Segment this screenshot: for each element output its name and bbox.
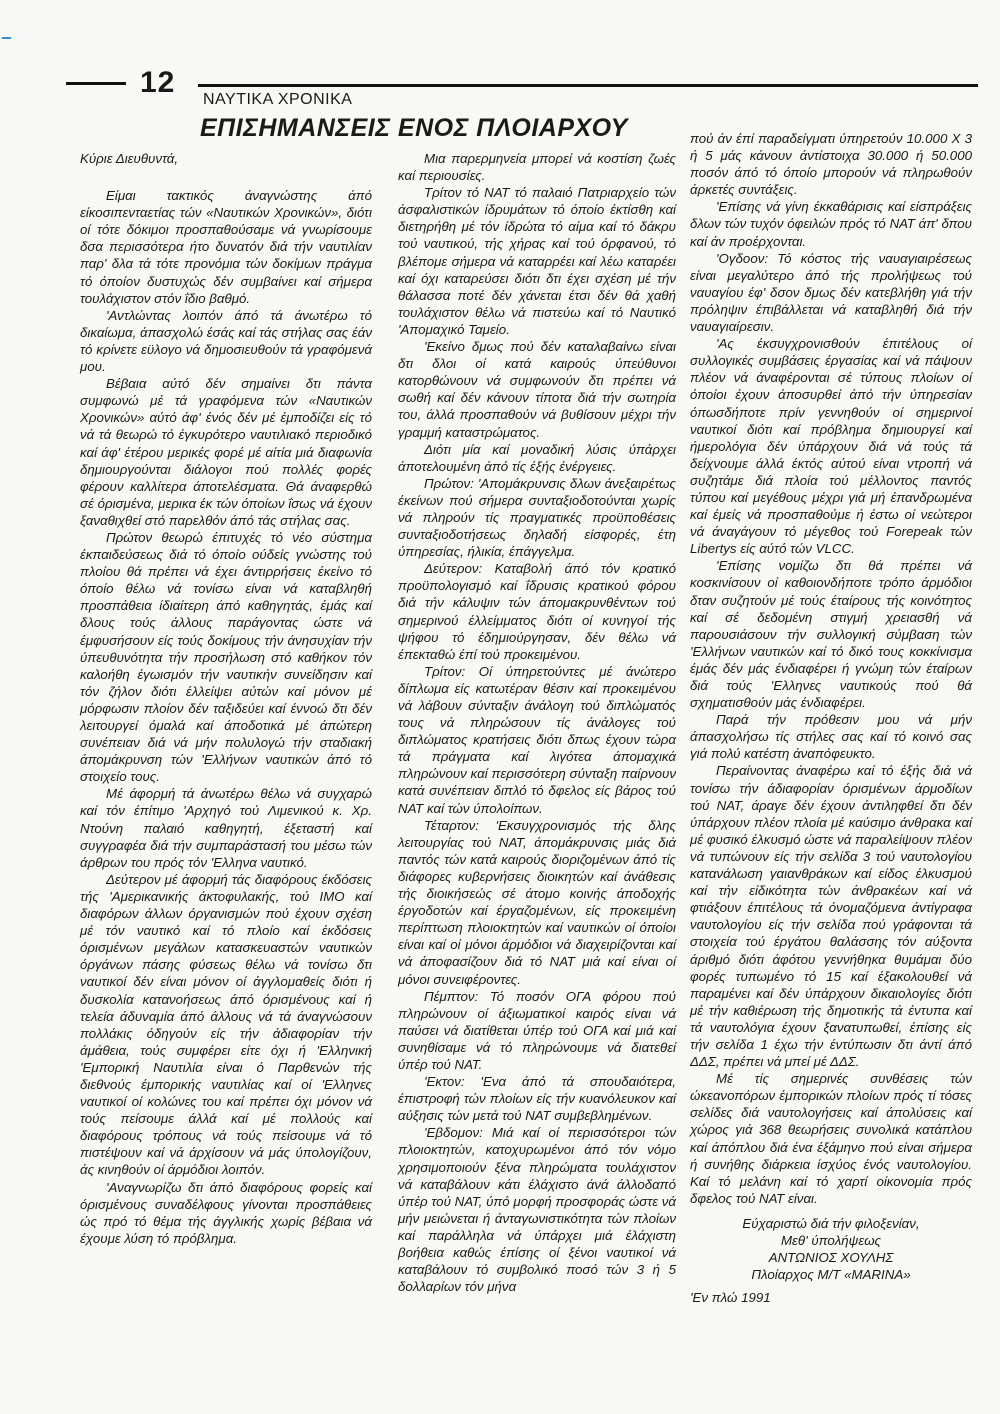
- column-3: [690, 130, 972, 1306]
- paragraph: 'Εκτον: 'Ενα άπό τά σπουδαιότερα, έπιστροφή τών πλοίων είς τήν κυανόλευκον καί αύξησις τών μετά τού ΝΑΤ συμβεβλημένων.: [398, 1074, 676, 1124]
- paragraph: 'Ογδοον: Τό κόστος τής ναυαγιαιρέσεως είναι μεγαλύτερο άπό τής προλήψεως τού ναυαγίου έφ' δσον δμως δέν κατεβλήθη γιά τήν πρόληψιν έπιβάλλεται νά καταβληθή διά τήν ναυαγιαίρεσιν.: [690, 250, 972, 335]
- header-rule: [198, 84, 978, 87]
- author-name: ΑΝΤΩΝΙΟΣ ΧΟΥΛΗΣ: [768, 1250, 894, 1266]
- paragraph: Βέβαια αύτό δέν σημαίνει δτι πάντα συμφωνώ μέ τά γραφόμενα τών «Ναυτικών Χρονικών» αύτό άφ' ένός δέν μέ έμποδίζει είς τό νά τά θεωρώ τό έγκυρότερο ναυτιλιακό περιοδικό καί άφ' έτέρου μερικές φορέ μέ αίτία μιά διαφωνία δημιουργούνται διάλογοι πού πολλές φορές φέρουν καλλίτερα άποτελέσματα. Θά άναφερθώ σέ όρισμένα, μερικα έκ τών όποίων ΐσως νά έχουν ξαναθιχθεί στό παρελθόν άπό τάς στήλας σας.: [80, 376, 372, 528]
- paragraph: Τρίτον: Οί ύπηρετούντες μέ άνώτερο δίπλωμα είς κατωτέραν θέσιν καί προκειμένου νά λάβουν σύνταξιν άνάλογη τού διπλώματός τους νά πληρώσουν τίς άνάλογες τού διπλώματος κρατήσεις διότι δπως έχουν τώρα τά πράγματα καί λιγότεα άπομαχικά πληρώνουν καί περισσότερη σύνταξη παίρνουν κατά συνέπειαν διπλό τό δφελος είς βάρος τού ΝΑΤ καί τών ύπολοίπων.: [398, 663, 676, 816]
- edge-mark: [2, 37, 11, 39]
- paragraph: Πέμπτον: Τό ποσόν ΟΓΑ φόρου πού πληρώνουν οί άξιωματικοί καιρός είναι νά παύσει νά διατίθεται ύπέρ τού ΟΓΑ καί μιά καί συνηθίσαμε νά τό πληρώνουμε νά διατεθεί ύπέρ τού ΝΑΤ.: [398, 988, 676, 1072]
- paragraph: Πρώτον: 'Απομάκρυνσις δλων άνεξαιρέτως έκείνων πού σήμερα συνταξιοδοτούνται χωρίς νά πληρούν τίς πραγματικές προϋποθέσεις συνταξιοδοτήσεως δηλαδή είσφορές, έτη ύπηρεσίας, ήλικία, έπάγγελμα.: [398, 475, 676, 560]
- salutation: Κύριε Διευθυντά,: [80, 151, 179, 166]
- paragraph: Τέταρτον: 'Εκσυγχρονισμός τής δλης λειτουργίας τού ΝΑΤ, άπομάκρυνσις μιάς διά παντός τών κατά καιρούς διοριζομένων άπό τίς διάφορες κυβερνήσεις διοικητών καί άνάθεσις τής διοικήσεώς σέ άτομο κοινής άποδοχής έργοδοτών καί έργαζομένων, είς προκειμένη περίπτωση πλοιοκτητών καί ναυτικών οί όποίοι είναι καί οί μόνοι άρμόδιοι νά διαχειρίζονται καί νά άποφασίζουν διά τό ΝΑΤ μιά καί είναι οί μόνοι συνειφέροντες.: [398, 817, 676, 987]
- paragraph: 'Επίσης νομίζω δτι θά πρέπει νά κοσκινίσουν οί καθοιονδήποτε τρόπο άρμόδιοι δταν συζητούν μέ τούς έταίρους τής κοινότητος καί σέ δεδομένη στιγμή χρειασθή νά παρουσιάσουν τήν συλλογική σύμβαση τών 'Ελλήνων ναυτικών καί τό δικό τους κοκκίνισμα έμάς δέν μάς ένδιαφέρει ή γνώμη τών έταίρων διά τούς 'Ελληνες ναυτικούς πού θά σχηματισθούν μάς ένδιαφέρει.: [690, 558, 972, 711]
- column-1: [80, 150, 372, 1247]
- paragraph: Δεύτερον: Καταβολή άπό τόν κρατικό προϋπολογισμό καί ΐδρυσις κρατικού φόρου διά τήν κάλυψιν τών άπομακρυνθέντων τού σημερινού έλλείμματος διότι οί κυνηγοί τής ψήφου τό έδημιούργησαν, δέν θέλω νά έπεκταθώ έπί τού προκειμένου.: [398, 561, 676, 662]
- signoff-thanks: Εύχαριστώ διά τήν φιλοξενίαν,: [742, 1215, 920, 1231]
- paragraph: Διότι μία καί μοναδική λύσις ύπάρχει άποτελουμένη άπό τίς έξής ένέργειες.: [398, 441, 676, 474]
- paragraph: 'Επίσης νά γίνη έκκαθάρισις καί είσπράξεις δλων τών τυχόν όφειλών πρός τό ΝΑΤ άπ' δπου καί άν προέρχονται.: [690, 199, 972, 249]
- page-number-rule: [66, 82, 126, 85]
- paragraph: πού άν έπί παραδείγματι ύπηρετούν 10.000 Χ 3 ή 5 μάς κάνουν άντίστοιχα 30.000 ή 50.000 ποσόν άπό τό όποίο μπορούν νά πληρωθούν άρκετές συντάξεις.: [690, 131, 972, 198]
- article-headline: ΕΠΙΣΗΜΑΝΣΕΙΣ ΕΝΟΣ ΠΛΟΙΑΡΧΟΥ: [200, 114, 628, 142]
- paragraph: Πρώτον θεωρώ έπιτυχές τό νέο σύστημα έκπαιδεύσεως διά τό όποίο ούδείς γνώστης τού πλοίου θά πρέπει νά έχει άντιρρήσεις έκείνο τό όποίο θέλω νά τονίσω είναι νά καταβληθή προσπάθεια ίδιαίτερη άπό καθηγητάς, έμάς καί δλους τούς άλλους παράγοντας ώστε νά έμφυσήσουν είς τούς δοκίμους τήν άνησυχίαν τήν ύπευθυνότητα τήν προσήλωση στό καθήκον τόν καλοήθη έγωισμόν τήν ναυτικήν συνείδησιν καί τόν ζήλον διότι έλλείψει αύτών καί μόνον μέ μόρφωσιν πλοίον δέν ταξιδεύει καί έννοώ δτι δέν λειτουργεί όμαλά καί άποδοτικά μέ άπώτερη συνέπειαν διά νά μήν πολυλογώ τήν σταδιακή άπομάκρυνση τών 'Ελλήνων ναυτικών άπό τό στοιχείο τους.: [80, 529, 372, 785]
- paragraph: Μια παρερμηνεία μπορεί νά κοστίση ζωές καί περιουσίες.: [398, 151, 676, 184]
- paragraph: 'Αναγνωρίζω δτι άπό διαφόρους φορείς καί όρισμένους συναδέλφους γίνονται προσπάθειες ώς πρό τό θέμα τής άγγλικής χωρίς βέβαια νά έχουμε λύση τό πρόβλημα.: [80, 1179, 372, 1246]
- paragraph: Περαίνοντας άναφέρω καί τό έξής διά νά τονίσω τήν άδιαφορίαν όρισμένων άρμοδίων τού ΝΑΤ, άραγε δέν έχουν άντιληφθεί δτι δέν ύπάρχουν πλέον πλοία μέ καύσιμο άνθρακα καί μέ φυσικό έλκυσμό ώστε νά παραλείψουν πλέον νά τυπώνουν είς τήν σελίδα 3 τού ναυτολογίου κατανάλωση γαιανθράκων καί είδος έλκυσμού καί τήν είδικότητα τών άνθρακέων καί νά φτιάξουν έπιτέλους τά όνομαζόμενα άντίγραφα ναυτολογίου είς τήν σελίδα πού γράφονται τά στοιχεία τού έργάτου θαλάσσης τόν αύξοντα άριθμό διότι άφότου γεννήθηκα θυμάμαι δύο φορές τυπωμένο τό 15 καί έξακολουθεί νά παραμένει καί δέν ύπάρχουν δικαιολογίες διότι μέ τήν καθιέρωση τής δημοτικής τά έντυπα καί τά ναυτολόγια έχουν ξανατυπωθεί, έπίσης είς τήν σελίδα 1 έχω τήν έντύπωσιν δτι άντί άπό ΔΔΣ, πρέπει νά μπεί μέ ΔΔΣ.: [690, 763, 972, 1070]
- paragraph: 'Εβδομον: Μιά καί οί περισσότεροι τών πλοιοκτητών, κατοχυρωμένοι άπό τόν νόμο χρησιμοποιούν ξένα πληρώματα τουλάχιστον νά καταβάλουν κάτι έλάχιστο άνά άλλοδαπό ύπέρ τού ΝΑΤ, ύπό μορφή προσφοράς ώστε νά μήν μειώνεται ή άνταγωνιστικότητα τών πλοίων καί παράλληλα νά ύπάρχει μιά έλάχιστη βοήθεια καθώς έπίσης οί ξένοι ναυτικοί νά καταβάλουν τό συμβολικό ποσό τών 3 ή 5 δολλαρίων τόν μήνα: [398, 1125, 676, 1295]
- paragraph: Μέ τίς σημερινές συνθέσεις τών ώκεανοπόρων έμπορικών πλοίων πρός τί τόσες σελίδες διά ναυτολογήσεις καί άπολύσεις καί χώρος γιά 368 θεωρήσεις συνολικά κατάπλου καί άπόπλου διά ένα έξάμηνο πού είναι σήμερα ή συνήθης διάρκεια ίσχύος ένός ναυτολογίου. Καί τό μελάνη καί τό χαρτί οίκονομία πρός δφελος τού ΝΑΤ είναι.: [690, 1071, 972, 1206]
- page-number: 12: [140, 66, 176, 99]
- paragraph: Τρίτον τό ΝΑΤ τό παλαιό Πατριαρχείο τών άσφαλιστικών ίδρυμάτων τό όποίο έκτίσθη καί διετηρήθη μέ τόν ίδρώτα τό αίμα καί τό δάκρυ τού ναυτικού, τής χήρας καί τού όρφανού, τό βλέπομε σήμερα νά καταρρέει καί λέω καταρέει καί όχι καταρεύσει διότι δτι έχει σχέση μέ τήν θάλασσα ποτέ δέν χάνεται έτσι δέν θά χαθή τουλάχιστον θέλω νά πιστεύω καί τό Ναυτικό 'Απομαχικό Ταμείο.: [398, 185, 676, 337]
- signoff-regards: Μεθ' ύπολήψεως: [780, 1233, 882, 1248]
- paragraph: 'Εκείνο δμως πού δέν καταλαβαίνω είναι δτι δλοι οί κατά καιρούς ύπεύθυνοι κατορθώνουν νά συμφωνούν δτι πρέπει νά σωθή καί δέν κάνουν τίποτα διά τήν σωτηρία του, άλλά προσπαθούν νά βυθίσουν μέχρι τήν γραμμή καταστρώματος.: [398, 339, 676, 440]
- publication-name: ΝΑΥΤΙΚΑ ΧΡΟΝΙΚΑ: [203, 91, 353, 108]
- paragraph: 'Ας έκσυγχρονισθούν έπιτέλους οί συλλογικές συμβάσεις έργασίας καί νά πάψουν πλέον νά άναφέρονται σέ τύπους πλοίων οί όποίοι έχουν άποσυρθεί άπό τήν ύπηρεσίαν όπωσδήποτε πρίν γεννηθούν οί σημερινοί ναυτικοί διότι καί πρόβλημα δημιουργεί καί ήμερολόγια δέν ύπάρχουν διά νά τούς τά δείχνουμε άλλά έκτός αύτού είναι ντροπή νά συζητάμε διά πλοία τού μέλλοντος παντός τύπου καί μεγέθους μέχρι γιά μή έπανδρωμένα καί έμείς νά προσπαθούμε ή έστω οί νεώτεροι νά άναγάγουν τό μέγεθος τού Forepeak τών Libertys είς αύτό τών VLCC.: [690, 336, 972, 557]
- paragraph: Παρά τήν πρόθεσιν μου νά μήν άπασχολήσω τίς στήλες σας καί τό κοινό σας γιά πολύ κατέστη άναπόφευκτο.: [690, 712, 972, 762]
- author-title: Πλοίαρχος Μ/Τ «MARINA»: [751, 1267, 911, 1283]
- paragraph: 'Αντλώντας λοιπόν άπό τά άνωτέρω τό δικαίωμα, άπασχολώ έσάς καί τάς στήλας σας έάν τό κρίνετε εϋλογο νά δημοσιευθούν τά γραφόμενά μου.: [80, 307, 372, 375]
- paragraph: Μέ άφορμή τά άνωτέρω θέλω νά συγχαρώ καί τόν έπίτιμο 'Αρχηγό τού Λιμενικού κ. Χρ. Ντούνη παλαιό καθηγητή, έξεταστή καί συγγραφέα διά τήν συμπαράστασή του μέσω τών άρθρων του πρός τόν 'Ελληνα ναυτικό.: [80, 786, 372, 870]
- place-date: 'Εν πλώ 1991: [690, 1290, 771, 1306]
- paragraph: Είμαι τακτικός άναγνώστης άπό είκοσιπενταετίας τών «Ναυτικών Χρονικών», διότι οί τότε δόκιμοι προσπαθούσαμε νά γνωρίσουμε δσα περισσότερα ήτο δυνατόν διά τήν ναυτιλίαν παρ' δλα τά τότε προνόμια τών δοκίμων πράγμα τό όποίον δυστυχώς δέν συμβαίνει καί σήμερα τουλάχιστον στόν ΐδιο βαθμό.: [80, 188, 372, 306]
- paragraph: Δεύτερον μέ άφορμή τάς διαφόρους έκδόσεις τής 'Αμερικανικής άκτοφυλακής, τού IMO καί διαφόρων άλλων όργανισμών πού έχουν σχέση μέ τόν ναυτικό καί τό πλοίο καί έκδόσεις όρισμένων μεγάλων κατασκευαστών ναυτικών όργάνων πάσης φύσεως θέλω νά τονίσω δτι ναυτικοί δέν είναι μόνον οί άγγλομαθείς διότι ή δυσκολία κατανοήσεως άπό όρισμένους καί ή τελεία άδυναμία άπό άλλους νά τά άναγνώσουν πολλάκις όδηγούν είς τήν άδιαφορίαν τήν άμάθεια, τούς συμφέρει είτε όχι ή 'Ελληνική 'Εμπορική Ναυτιλία είναι ό Παρθενών τής διεθνούς έμπορικής ναυτιλίας καί οί 'Ελληνες ναυτικοί οί κολώνες του καί πρέπει όχι μόνον νά τούς πείσουμε άλλά καί μέ πολλούς καί διαφόρους τρόπους νά τούς πείσουμε νά τό πιστέψουν καί νά άρχίσουν νά μάς ύπολογίζουν, άς κινηθούν οί άρμόδιοι λοιπόν.: [80, 871, 372, 1178]
- column-2: [398, 150, 676, 1295]
